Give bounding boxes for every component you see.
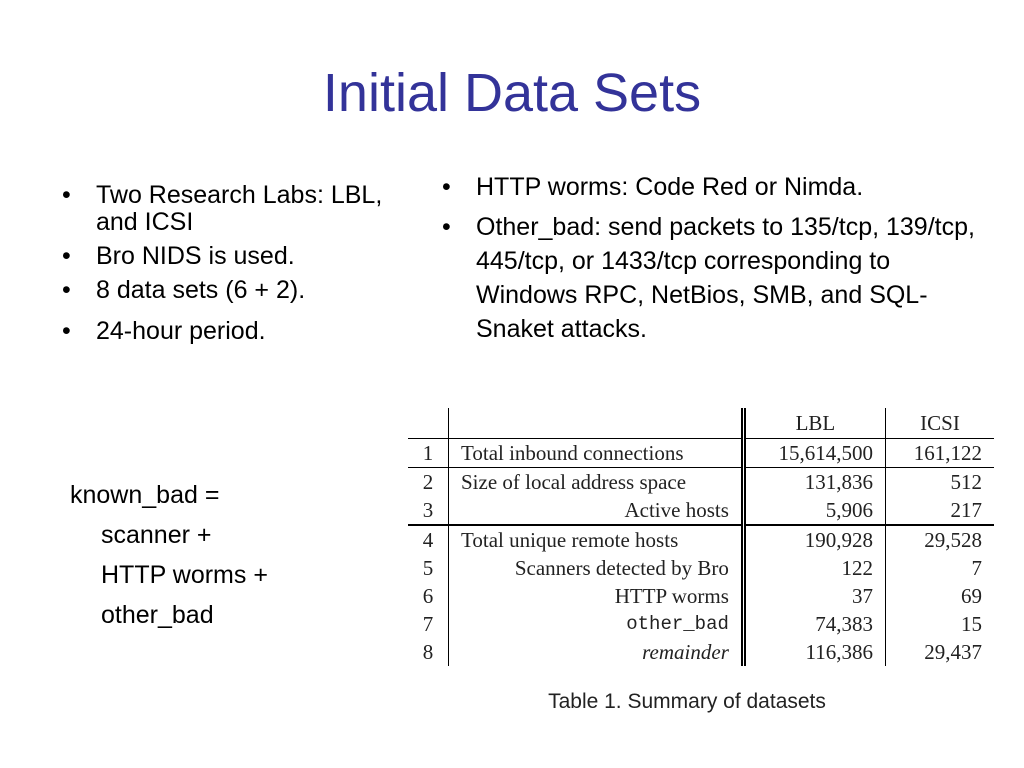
row-lbl-value: 74,383 xyxy=(743,610,885,638)
datasets-summary-table xyxy=(408,408,994,666)
header-icsi: ICSI xyxy=(886,408,995,439)
bullet-research-labs: • Two Research Labs: LBL, and ICSI xyxy=(56,182,386,236)
row-desc: other_bad xyxy=(449,610,744,638)
bullet-other-bad: • Other_bad: send packets to 135/tcp, 139/tcp, 445/tcp, or 1433/tcp corresponding to Windows RPC, NetBios, SMB, and SQL-Snaket attacks. xyxy=(436,210,976,346)
table-row xyxy=(408,496,994,525)
table-row xyxy=(408,610,994,638)
bullet-period: • 24-hour period. xyxy=(56,318,386,345)
left-bullet-list xyxy=(56,182,386,352)
row-lbl-value: 122 xyxy=(743,554,885,582)
row-desc: Scanners detected by Bro xyxy=(449,554,744,582)
formula-line-2: scanner + xyxy=(101,521,212,549)
table-row xyxy=(408,582,994,610)
table-header-row xyxy=(408,408,994,439)
table-row xyxy=(408,638,994,666)
row-icsi-value: 29,437 xyxy=(924,640,982,664)
header-desc xyxy=(449,408,744,439)
row-icsi-value: 69 xyxy=(961,584,982,608)
row-icsi-value: 161,122 xyxy=(886,439,995,468)
row-lbl-value: 5,906 xyxy=(743,496,885,525)
table-row xyxy=(408,468,994,497)
formula-line-1: known_bad = xyxy=(70,481,220,509)
row-lbl-value: 131,836 xyxy=(743,468,885,497)
row-desc: Size of local address space xyxy=(449,468,744,497)
row-lbl-value: 37 xyxy=(743,582,885,610)
table-row xyxy=(408,554,994,582)
formula-line-4: other_bad xyxy=(101,601,214,629)
table-row xyxy=(408,439,994,468)
known-bad-formula xyxy=(70,478,268,638)
row-desc: remainder xyxy=(449,638,744,666)
row-desc: Active hosts xyxy=(449,496,744,525)
row-icsi-value: 217 xyxy=(886,496,995,525)
right-bullet-list xyxy=(436,170,976,352)
row-num: 1 xyxy=(408,439,449,468)
bullet-bro-nids: • Bro NIDS is used. xyxy=(56,243,386,270)
row-num: 4 xyxy=(408,525,449,554)
row-num: 8 xyxy=(408,638,449,666)
header-num xyxy=(408,408,449,439)
formula-line-3: HTTP worms + xyxy=(101,561,268,589)
row-desc: HTTP worms xyxy=(449,582,744,610)
row-num: 7 xyxy=(408,610,449,638)
table-caption: Table 1. Summary of datasets xyxy=(548,690,826,713)
row-icsi-value: 29,528 xyxy=(924,528,982,552)
row-lbl-value: 116,386 xyxy=(743,638,885,666)
table-row xyxy=(408,525,994,554)
slide-title: Initial Data Sets xyxy=(322,63,702,123)
row-num: 2 xyxy=(408,468,449,497)
row-num: 3 xyxy=(408,496,449,525)
row-lbl-value: 190,928 xyxy=(743,525,885,554)
row-icsi-value: 15 xyxy=(961,612,982,636)
row-desc: Total inbound connections xyxy=(449,439,744,468)
row-num: 5 xyxy=(408,554,449,582)
bullet-http-worms: • HTTP worms: Code Red or Nimda. xyxy=(436,170,976,204)
row-lbl-value: 15,614,500 xyxy=(743,439,885,468)
row-desc: Total unique remote hosts xyxy=(449,525,744,554)
row-icsi-value: 512 xyxy=(950,470,982,494)
bullet-data-sets: • 8 data sets (6 + 2). xyxy=(56,277,386,304)
row-num: 6 xyxy=(408,582,449,610)
header-lbl: LBL xyxy=(743,408,885,439)
row-icsi-value: 7 xyxy=(971,556,982,580)
